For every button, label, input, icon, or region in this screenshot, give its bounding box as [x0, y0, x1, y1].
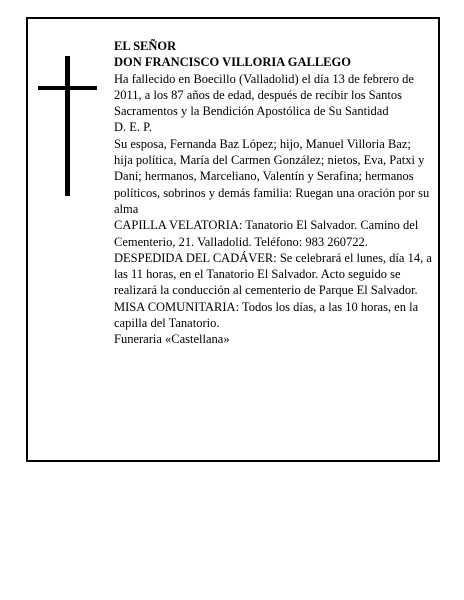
mass-paragraph: MISA COMUNITARIA: Todos los días, a las 10 horas, en la capilla del Tanatorio. [114, 299, 419, 331]
chapel-paragraph: CAPILLA VELATORIA: Tanatorio El Salvador. Camino del Cementerio, 21. Valladolid. Teléfono: 983 260722. [114, 218, 419, 249]
funeral-home: Funeraria «Castellana» [114, 332, 230, 347]
cross-icon-horizontal-bar [38, 86, 97, 90]
death-statement: Ha fallecido en Boecillo (Valladolid) el día 13 de febrero de 2011, a los 87 años de edad, después de recibir los Santos Sacramentos y la Bendición Apostólica de Su Santidad [114, 71, 414, 119]
dep-line: D. E. P. [114, 120, 152, 135]
family-paragraph: Su esposa, Fernanda Baz López; hijo, Manuel Villoria Baz; hija política, María del Carmen González; nietos, Eva, Patxi y Dani; hermanos, Marceliano, Valentín y Serafina; hermanos políticos, sobrinos y demás familia: Ruegan una oración por su alma [114, 136, 430, 216]
obituary-title: EL SEÑOR [114, 39, 177, 53]
cross-icon-vertical-bar [65, 56, 70, 196]
farewell-paragraph: DESPEDIDA DEL CADÁVER: Se celebrará el lunes, día 14, a las 11 horas, en el Tanatorio El Salvador. Acto seguido se realizará la conducción al cementerio de Parque El Salvador. [114, 250, 432, 298]
obituary-text [114, 38, 432, 348]
deceased-name: DON FRANCISCO VILLORIA GALLEGO [114, 55, 351, 70]
